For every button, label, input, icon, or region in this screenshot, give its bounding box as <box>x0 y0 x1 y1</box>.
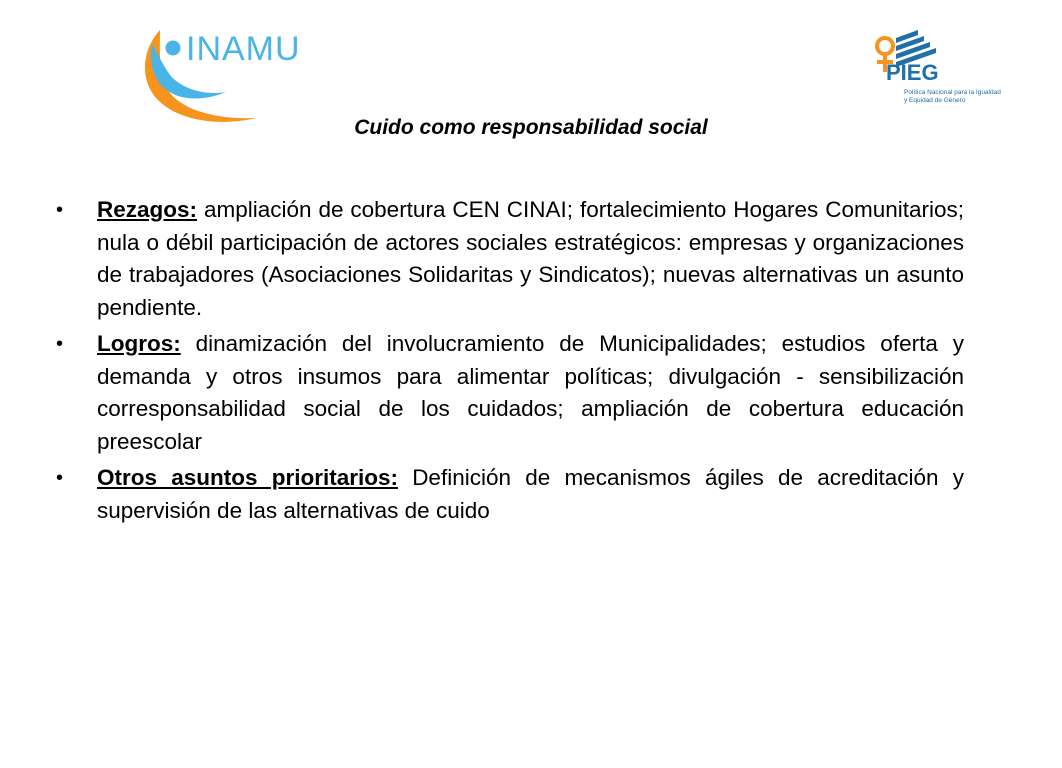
bullet-list <box>56 194 964 531</box>
bullet-logros <box>56 328 964 458</box>
bullet-marker: • <box>56 467 64 489</box>
pieg-caption-line1: Política Nacional para la Igualdad <box>904 89 1001 96</box>
bullet-text-rezagos: ampliación de cobertura CEN CINAI; fortalecimiento Hogares Comunitarios; nula o débil participación de actores sociales estratégicos: empresas y organizaciones de trabajadores (Asociaciones Solidaritas y Sindicatos); nuevas alternativas un asunto pendiente. <box>97 197 964 320</box>
bullet-rezagos <box>56 194 964 324</box>
bullet-term-rezagos: Rezagos: <box>97 197 198 222</box>
bullet-term-otros: Otros asuntos prioritarios: <box>97 465 398 490</box>
inamu-logo <box>138 22 328 126</box>
inamu-dot <box>166 41 181 56</box>
bullet-marker: • <box>56 199 64 221</box>
bullet-otros <box>56 462 964 527</box>
bullet-text-logros: dinamización del involucramiento de Municipalidades; estudios oferta y demanda y otros insumos para alimentar políticas; divulgación - sensibilización corresponsabilidad social de los cuidados; ampliación de cobertura educación preescolar <box>97 331 964 454</box>
slide-title: Cuido como responsabilidad social <box>354 116 708 139</box>
pieg-logo-graphic <box>866 28 1001 114</box>
pieg-logo-text: PIEG <box>886 60 939 85</box>
inamu-logo-graphic <box>138 22 328 126</box>
bullet-term-logros: Logros: <box>97 331 181 356</box>
bullet-text-otros: Definición de mecanismos ágiles de acreditación y supervisión de las alternativas de cuido <box>97 465 964 523</box>
bullet-marker: • <box>56 333 64 355</box>
pieg-logo <box>866 28 1001 114</box>
inamu-logo-text: INAMU <box>186 30 301 68</box>
pieg-caption-line2: y Equidad de Género <box>904 97 966 104</box>
